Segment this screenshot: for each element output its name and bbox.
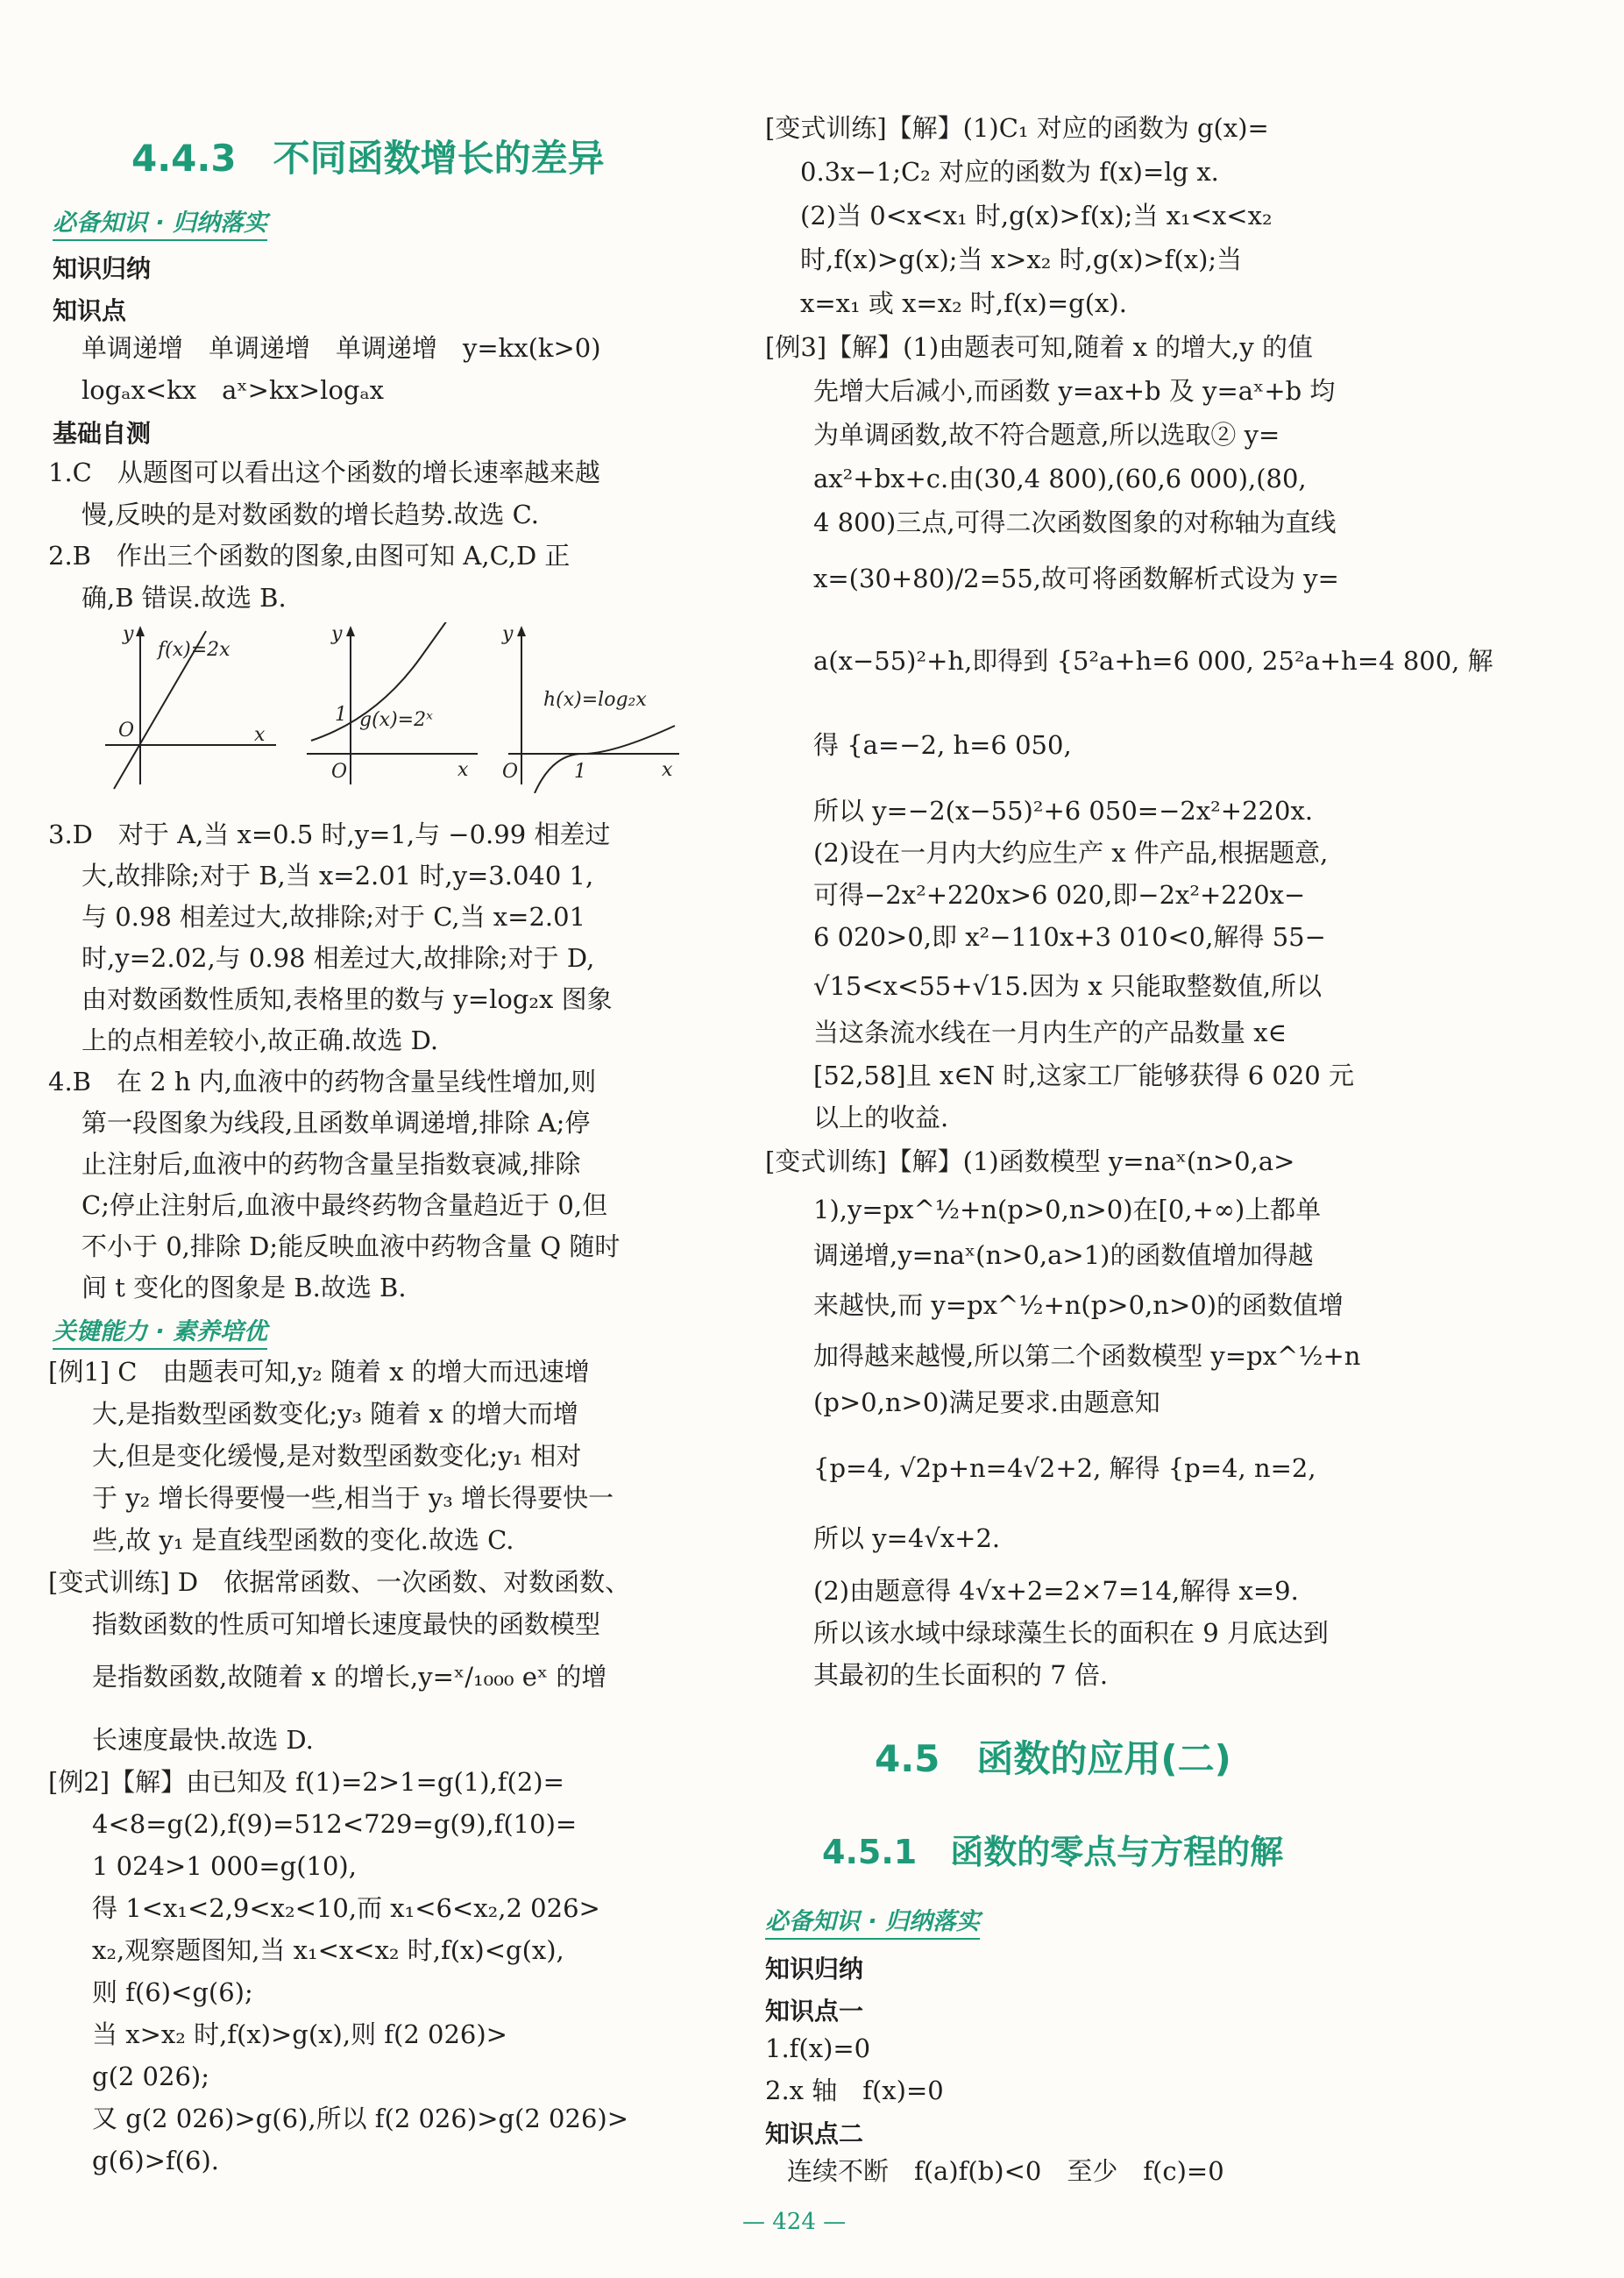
answer-line: 加得越来越慢,所以第二个函数模型 y=px^½+n: [813, 1341, 1361, 1371]
answer-line: (2)由题意得 4√x+2=2×7=14,解得 x=9.: [813, 1576, 1299, 1606]
knowledge-point-1-line-1: 1.f(x)=0: [765, 2033, 871, 2063]
answer-line: 长速度最快.故选 D.: [92, 1725, 314, 1755]
answer-line: 指数函数的性质可知增长速度最快的函数模型: [92, 1609, 601, 1639]
tick-1-label-2: 1: [335, 704, 347, 726]
subheading-self-test: 基础自测: [53, 419, 152, 448]
answer-line: 与 0.98 相差过大,故排除;对于 C,当 x=2.01: [82, 902, 586, 932]
answer-line: 3.D 对于 A,当 x=0.5 时,y=1,与 −0.99 相差过: [48, 820, 611, 849]
bar-essential-knowledge-2: 必备知识 · 归纳落实: [765, 1902, 980, 1940]
answer-line: {p=4, √2p+n=4√2+2, 解得 {p=4, n=2,: [813, 1453, 1316, 1483]
answer-line: 第一段图象为线段,且函数单调递增,排除 A;停: [82, 1108, 591, 1138]
answer-line: 所以 y=−2(x−55)²+6 050=−2x²+220x.: [813, 796, 1314, 826]
answer-line: 得 {a=−2, h=6 050,: [813, 730, 1072, 760]
answer-line: 以上的收益.: [813, 1103, 949, 1132]
answer-line: [变式训练]【解】(1)C₁ 对应的函数为 g(x)=: [765, 113, 1269, 143]
answer-line: 1.C 从题图可以看出这个函数的增长速率越来越: [48, 458, 600, 487]
answer-line: g(6)>f(6).: [92, 2146, 219, 2175]
answer-line: 时,f(x)>g(x);当 x>x₂ 时,g(x)>f(x);当: [800, 245, 1243, 274]
answer-line: (2)设在一月内大约应生产 x 件产品,根据题意,: [813, 838, 1329, 868]
answer-line: 得 1<x₁<2,9<x₂<10,而 x₁<6<x₂,2 026>: [92, 1893, 600, 1923]
bar-essential-knowledge: 必备知识 · 归纳落实: [53, 203, 267, 241]
answer-line: 则 f(6)<g(6);: [92, 1977, 253, 2007]
answer-line: 调递增,y=naˣ(n>0,a>1)的函数值增加得越: [813, 1240, 1314, 1270]
answer-line: 0.3x−1;C₂ 对应的函数为 f(x)=lg x.: [800, 157, 1219, 187]
answer-line: x=x₁ 或 x=x₂ 时,f(x)=g(x).: [800, 288, 1127, 318]
answer-line: [52,58]且 x∈N 时,这家工厂能够获得 6 020 元: [813, 1061, 1354, 1090]
answer-line: 为单调函数,故不符合题意,所以选取② y=: [813, 420, 1280, 450]
answer-line: 不小于 0,排除 D;能反映血液中药物含量 Q 随时: [82, 1231, 621, 1261]
answer-line: 4<8=g(2),f(9)=512<729=g(9),f(10)=: [92, 1809, 578, 1839]
answer-line: [例1] C 由题表可知,y₂ 随着 x 的增大而迅速增: [48, 1357, 590, 1387]
answer-line: 慢,反映的是对数函数的增长趋势.故选 C.: [82, 500, 540, 529]
origin-label-1: O: [118, 720, 135, 742]
answer-line: ax²+bx+c.由(30,4 800),(60,6 000),(80,: [813, 464, 1307, 493]
answer-line: 确,B 错误.故选 B.: [82, 583, 287, 613]
x-label-1: x: [254, 724, 266, 746]
x-label-2: x: [457, 759, 469, 781]
answer-line: C;停止注射后,血液中最终药物含量趋近于 0,但: [82, 1190, 608, 1220]
answer-line: (p>0,n>0)满足要求.由题意知: [813, 1387, 1160, 1417]
tick-1-label-3: 1: [574, 761, 586, 783]
answer-line: 2.B 作出三个函数的图象,由图可知 A,C,D 正: [48, 541, 571, 571]
answer-line: 由对数函数性质知,表格里的数与 y=log₂x 图象: [82, 984, 613, 1014]
answer-line: 是指数函数,故随着 x 的增长,y=ˣ/₁₀₀₀ eˣ 的增: [92, 1662, 607, 1692]
answer-line: (2)当 0<x<x₁ 时,g(x)>f(x);当 x₁<x<x₂: [800, 201, 1273, 231]
graph1-label: f(x)=2x: [158, 639, 230, 661]
curve-h-log2x: [535, 726, 675, 793]
page-number: — 424 —: [742, 2209, 847, 2235]
answer-line: [例3]【解】(1)由题表可知,随着 x 的增大,y 的值: [765, 332, 1313, 362]
answer-line: 先增大后减小,而函数 y=ax+b 及 y=aˣ+b 均: [813, 376, 1336, 406]
answer-line: [变式训练]【解】(1)函数模型 y=naˣ(n>0,a>: [765, 1146, 1295, 1176]
graph2-label: g(x)=2ˣ: [359, 709, 433, 731]
answer-line: x=(30+80)/2=55,故可将函数解析式设为 y=: [813, 564, 1339, 593]
answer-line: 4.B 在 2 h 内,血液中的药物含量呈线性增加,则: [48, 1067, 597, 1096]
answer-line: 大,是指数型函数变化;y₃ 随着 x 的增大而增: [92, 1399, 579, 1429]
answer-line: 于 y₂ 增长得要慢一些,相当于 y₃ 增长得要快一: [92, 1483, 614, 1513]
knowledge-point-1-line-2: 2.x 轴 f(x)=0: [765, 2076, 944, 2105]
answer-line: 大,故排除;对于 B,当 x=2.01 时,y=3.040 1,: [82, 861, 594, 891]
subheading-knowledge-point-2: 知识点二: [765, 2119, 864, 2148]
answer-line: √15<x<55+√15.因为 x 只能取整数值,所以: [813, 971, 1323, 1001]
answer-line: 当 x>x₂ 时,f(x)>g(x),则 f(2 026)>: [92, 2019, 507, 2049]
section-heading-4-5-1: 4.5.1 函数的零点与方程的解: [822, 1833, 1284, 1871]
subheading-knowledge-summary-2: 知识归纳: [765, 1955, 864, 1983]
answer-line: 6 020>0,即 x²−110x+3 010<0,解得 55−: [813, 922, 1326, 952]
bar-key-abilities: 关键能力 · 素养培优: [53, 1312, 267, 1350]
answer-line: g(2 026);: [92, 2062, 209, 2091]
origin-label-2: O: [331, 761, 348, 783]
answer-line: 其最初的生长面积的 7 倍.: [813, 1660, 1109, 1690]
answer-line: a(x−55)²+h,即得到 {5²a+h=6 000, 25²a+h=4 800, 解: [813, 646, 1493, 676]
answer-line: 1),y=px^½+n(p>0,n>0)在[0,+∞)上都单: [813, 1195, 1322, 1224]
answer-line: x₂,观察题图知,当 x₁<x<x₂ 时,f(x)<g(x),: [92, 1935, 564, 1965]
answer-line: 时,y=2.02,与 0.98 相差过大,故排除;对于 D,: [82, 943, 595, 973]
section-heading-4-4-3: 4.4.3 不同函数增长的差异: [131, 137, 605, 180]
answer-line: 所以 y=4√x+2.: [813, 1523, 1001, 1553]
subheading-knowledge-point: 知识点: [53, 296, 127, 325]
answer-line: 些,故 y₁ 是直线型函数的变化.故选 C.: [92, 1525, 514, 1555]
answer-line: 所以该水域中绿球藻生长的面积在 9 月底达到: [813, 1618, 1329, 1648]
answer-line: 止注射后,血液中的药物含量呈指数衰减,排除: [82, 1149, 581, 1179]
answer-line: [变式训练] D 依据常函数、一次函数、对数函数、: [48, 1567, 631, 1597]
answer-line: 来越快,而 y=px^½+n(p>0,n>0)的函数值增: [813, 1290, 1344, 1320]
answer-line: 上的点相差较小,故正确.故选 D.: [82, 1025, 439, 1055]
section-heading-4-5: 4.5 函数的应用(二): [875, 1737, 1231, 1780]
answer-line: 又 g(2 026)>g(6),所以 f(2 026)>g(2 026)>: [92, 2104, 629, 2133]
knowledge-point-line-2: logₐx<kx aˣ>kx>logₐx: [82, 375, 385, 405]
function-graphs: [96, 622, 727, 793]
answer-line: 当这条流水线在一月内生产的产品数量 x∈: [813, 1018, 1287, 1047]
y-label-3: y: [502, 623, 514, 645]
origin-label-3: O: [502, 761, 519, 783]
knowledge-point-2-line-1: 连续不断 f(a)f(b)<0 至少 f(c)=0: [787, 2156, 1224, 2186]
answer-line: 可得−2x²+220x>6 020,即−2x²+220x−: [813, 880, 1306, 910]
answer-line: 1 024>1 000=g(10),: [92, 1851, 357, 1881]
knowledge-point-line-1: 单调递增 单调递增 单调递增 y=kx(k>0): [82, 333, 601, 363]
answer-line: 大,但是变化缓慢,是对数型函数变化;y₁ 相对: [92, 1441, 582, 1471]
answer-line: [例2]【解】由已知及 f(1)=2>1=g(1),f(2)=: [48, 1767, 564, 1797]
graph3-label: h(x)=log₂x: [543, 689, 647, 711]
subheading-knowledge-point-1: 知识点一: [765, 1997, 864, 2026]
answer-line: 4 800)三点,可得二次函数图象的对称轴为直线: [813, 507, 1337, 537]
answer-line: 间 t 变化的图象是 B.故选 B.: [82, 1273, 407, 1302]
x-label-3: x: [662, 759, 673, 781]
y-label-1: y: [123, 623, 134, 645]
y-label-2: y: [331, 623, 343, 645]
subheading-knowledge-summary: 知识归纳: [53, 254, 152, 283]
